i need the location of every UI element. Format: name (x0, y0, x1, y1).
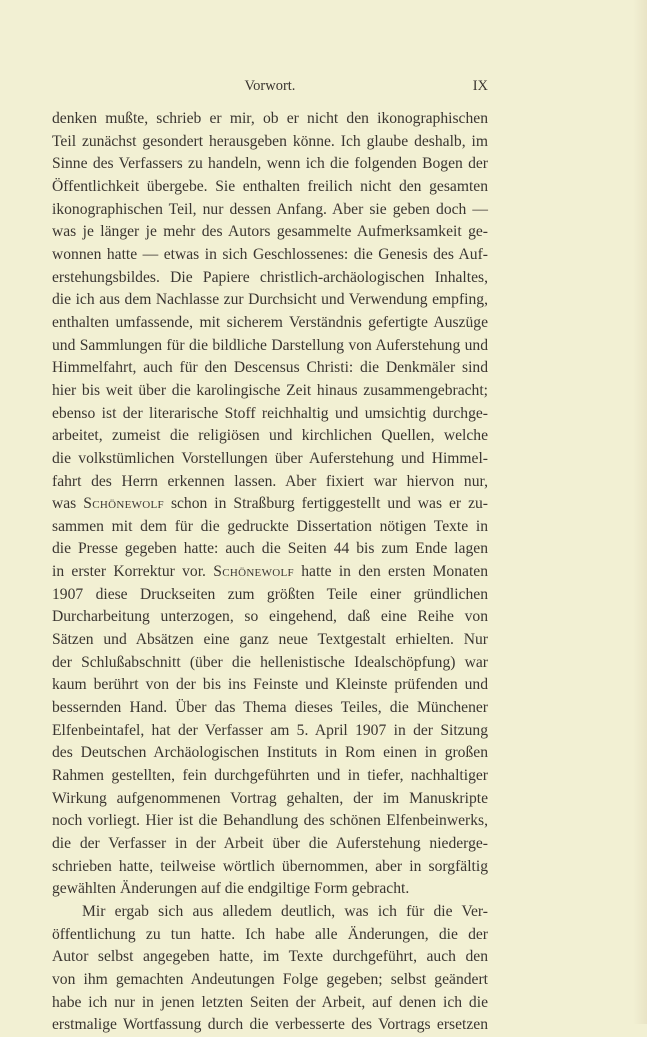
text-line: habe ich nur in jenen letzten Seiten der Arbeit, auf denen ich die (52, 993, 488, 1011)
running-title: Vorwort. (244, 78, 296, 94)
text-line: Rahmen gestellten, fein durchgeführten und in tiefer, nachhaltiger (52, 767, 488, 785)
small-caps-name: Schönewolf (83, 495, 164, 513)
text-line: erstmalige Wortfassung durch die verbesserte des Vortrags ersetzen (52, 1016, 488, 1034)
text-line: von ihm gemachten Andeutungen Folge gegeben; selbst geändert (52, 970, 488, 988)
text-line: kaum berührt von der bis ins Feinste und Kleinste prüfenden und (52, 676, 488, 694)
text-line: fahrt des Herrn erkennen lassen. Aber fixiert war hiervon nur, (52, 472, 488, 490)
text-line: die volkstümlichen Vorstellungen über Auferstehung und Himmel- (52, 449, 488, 467)
text-line: Sätzen und Absätzen eine ganz neue Textgestalt erhielten. Nur (52, 631, 488, 649)
text-line: arbeitet, zumeist die religiösen und kirchlichen Quellen, welche (52, 427, 488, 445)
body-text (52, 108, 488, 1037)
text-line (52, 561, 488, 584)
small-caps-name: Schönewolf (213, 563, 294, 581)
text-segment: was (52, 495, 84, 513)
text-line: gewählten Änderungen auf die endgiltige Form gebracht. (52, 880, 410, 898)
text-line: hier bis weit über die karolingische Zeit hinaus zusammengebracht; (52, 381, 488, 399)
text-line: bessernden Hand. Über das Thema dieses Teiles, die Münchener (52, 699, 488, 717)
text-line: Himmelfahrt, auch für den Descensus Christi: die Denkmäler sind (52, 359, 488, 377)
text-line: Wirkung aufgenommenen Vortrag gehalten, der im Manuskripte (52, 789, 488, 807)
text-line: Sinne des Verfassers zu handeln, wenn ich die folgenden Bogen der (52, 155, 488, 173)
text-line: denken mußte, schrieb er mir, ob er nicht den ikonographischen (52, 110, 488, 127)
text-line: Autor selbst angegeben hatte, im Texte durchgeführt, auch den (52, 948, 488, 966)
text-line: ebenso ist der literarische Stoff reichhaltig und umsichtig durchge- (52, 404, 488, 422)
paragraph (52, 901, 488, 1037)
text-line: die der Verfasser in der Arbeit über die Auferstehung niederge- (52, 835, 488, 852)
text-line: die ich aus dem Nachlasse zur Durchsicht und Verwendung empfing, (52, 291, 488, 309)
text-segment: in erster Korrektur vor. (52, 563, 214, 581)
text-line: erstehungsbildes. Die Papiere christlich-archäologischen Inhaltes, (52, 268, 488, 286)
text-line: die Presse gegeben hatte: auch die Seiten 44 bis zum Ende lagen (52, 540, 488, 558)
paragraph (52, 108, 488, 901)
page-number: IX (472, 78, 488, 94)
text-segment: hatte in den ersten Monaten (293, 563, 488, 581)
text-line: noch vorliegt. Hier ist die Behandlung des schönen Elfenbeinwerks, (52, 812, 488, 830)
page-edge-shadow (633, 0, 647, 1024)
text-line: Mir ergab sich aus alledem deutlich, was ich für die Ver- (82, 902, 488, 920)
text-line: schrieben hatte, teilweise wörtlich übernommen, aber in sorgfältig (52, 857, 488, 875)
text-line: Teil zunächst gesondert herausgeben könne. Ich glaube deshalb, im (52, 132, 488, 150)
running-header (52, 78, 488, 98)
text-line: ikonographischen Teil, nur dessen Anfang. Aber sie geben doch — (52, 200, 488, 218)
text-line: sammen mit dem für die gedruckte Dissertation nötigen Texte in (52, 517, 488, 535)
text-line: der Schlußabschnitt (über die hellenistische Idealschöpfung) war (52, 653, 488, 671)
text-line: Öffentlichkeit übergebe. Sie enthalten freilich nicht den gesamten (52, 177, 488, 195)
text-line: Durcharbeitung unterzogen, so eingehend, daß eine Reihe von (52, 608, 488, 626)
text-line: und Sammlungen für die bildliche Darstellung von Auferstehung und (52, 336, 488, 354)
text-line: des Deutschen Archäologischen Instituts in Rom einen in großen (52, 744, 488, 762)
text-line: Elfenbeintafel, hat der Verfasser am 5. April 1907 in der Sitzung (52, 721, 488, 739)
text-line: öffentlichung zu tun hatte. Ich habe alle Änderungen, die der (52, 925, 488, 943)
text-line: 1907 diese Druckseiten zum größten Teile einer gründlichen (52, 585, 488, 603)
text-line (52, 493, 488, 516)
text-line: was je länger je mehr des Autors gesammelte Aufmerksamkeit ge- (52, 223, 488, 241)
text-line: wonnen hatte — etwas in sich Geschlossenes: die Genesis des Auf- (52, 245, 488, 263)
text-segment: schon in Straßburg fertiggestellt und was er zu- (163, 495, 488, 513)
text-line: enthalten umfassende, mit sicherem Verständnis gefertigte Auszüge (52, 313, 488, 331)
